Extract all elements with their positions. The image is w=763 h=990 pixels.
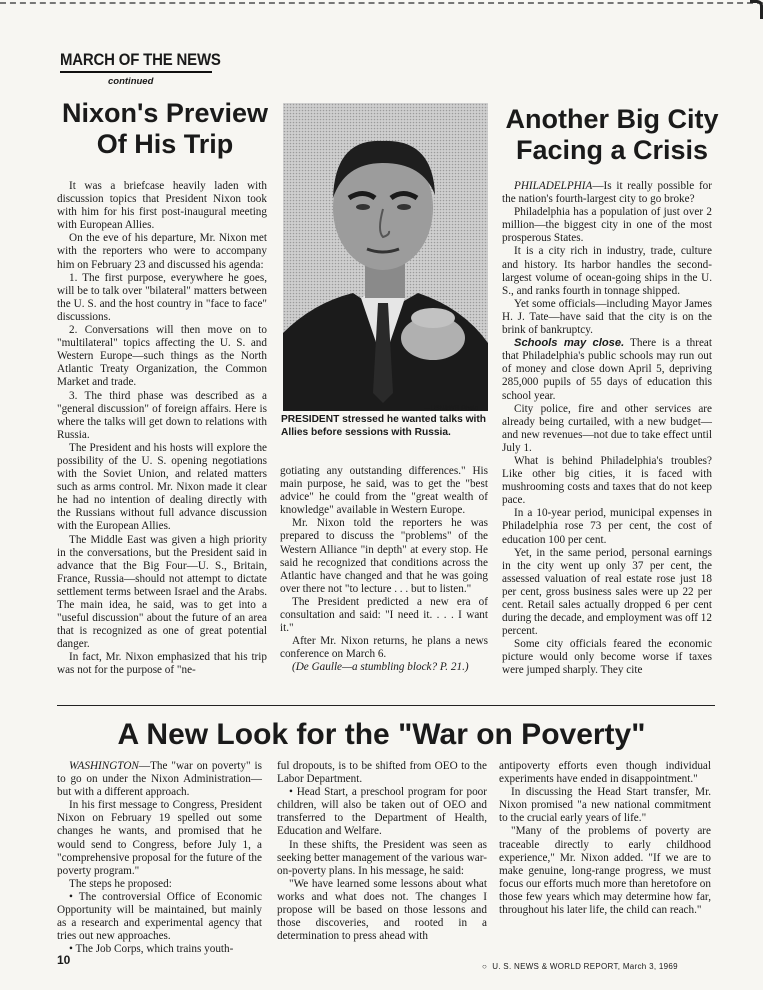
magazine-credit: U. S. NEWS & WORLD REPORT, March 3, 1969 — [492, 962, 678, 971]
nixon-photo — [283, 103, 488, 411]
section-rule — [60, 71, 212, 73]
paragraph: gotiating any outstanding differences." His main purpose, he said, was to get the "best advice" he could from the "great wealth of knowledge" available in Western Europe. — [280, 465, 488, 517]
section-continued: continued — [108, 76, 154, 87]
headline-big-city-crisis: Another Big City Facing a Crisis — [505, 104, 719, 166]
subhead-paragraph — [502, 337, 712, 402]
paragraph: After Mr. Nixon returns, he plans a news conference on March 6. — [280, 635, 488, 661]
photo-credit: —USN&WR Photo — [424, 405, 479, 412]
lead-paragraph — [57, 760, 262, 799]
paragraph: The steps he proposed: — [69, 877, 172, 890]
paragraph: What is behind Philadelphia's troubles? Like other big cities, it is faced with mushrooming costs and taxes that do not keep pace. — [502, 454, 712, 507]
paragraph: It was a briefcase heavily laden with discussion topics that President Nixon took with him for his first post-inaugural meeting with European Allies. — [57, 180, 267, 232]
paragraph: 3. The third phase was described as a "general discussion" of foreign affairs. Here is where the talks will get down to relations with Russia. — [57, 389, 267, 441]
paragraph: • The Job Corps, which trains youth- — [69, 943, 234, 956]
headline-nixon-preview: Nixon's Preview Of His Trip — [61, 98, 268, 160]
paragraph: antipoverty efforts even though individual experiments have ended in disappointment." — [499, 760, 711, 786]
paragraph: Some city officials feared the economic picture would only become worse if taxes were jumped sharply. They cite — [502, 638, 712, 677]
dateline: WASHINGTON — [69, 760, 139, 772]
article2-column — [502, 180, 712, 678]
paragraph: 2. Conversations will then move on to "multilateral" topics affecting the U. S. and Western Europe—such things as the North Atlantic Treaty Organization, the Common Market and trade. — [57, 324, 267, 389]
paragraph: In his first message to Congress, President Nixon on February 19 spelled out some changes he wants, and promised that he would send to Congress, before July 1, a "comprehensive proposal for the future of the poverty program." — [57, 799, 262, 877]
paragraph-text: —Is it really possible for the nation's fourth-largest city to go broke? — [502, 180, 712, 206]
paragraph: In discussing the Head Start transfer, Mr. Nixon promised "a new national commitment to the crucial early years of life." — [499, 786, 711, 825]
article3-column1 — [57, 760, 262, 956]
article3-column2 — [277, 760, 487, 943]
paragraph: Yet, in the same period, personal earnings in the city went up only 37 per cent, the assessed valuation of real estate rose just 18 per cent, gross business sales were up 22 per cent. Retail sales actually dropped 6 per cent during the decade, and employment was off 12 percent. — [502, 546, 712, 638]
paragraph: Yet some officials—including Mayor James H. J. Tate—have said that the city is on the brink of bankruptcy. — [502, 297, 712, 337]
paragraph: • The controversial Office of Economic Opportunity will be maintained, but mainly as a research and experimental agency that tries out new approaches. — [57, 890, 262, 943]
paragraph: 1. The first purpose, everywhere he goes, will be to talk over "bilateral" matters between the U. S. and the host country in "face to face" discussions. — [57, 271, 267, 323]
top-rule — [0, 2, 763, 4]
page-corner — [750, 0, 763, 19]
paragraph: Philadelphia has a population of just over 2 million—the biggest city in one of the most prosperous States. — [502, 206, 712, 245]
lead-paragraph — [502, 180, 712, 206]
cross-reference: (De Gaulle—a stumbling block? P. 21.) — [292, 661, 469, 674]
paragraph: The President predicted a new era of consultation and said: "I need it. . . . I want it." — [280, 595, 488, 635]
paragraph: • Head Start, a preschool program for poor children, will also be taken out of OEO and transferred to the Department of Health, Education and Welfare. — [277, 786, 487, 838]
bullet-icon: ○ — [482, 962, 493, 971]
paragraph: City police, fire and other services are already being curtailed, with a new budget—and new revenues—not due to take effect until July 1. — [502, 402, 712, 454]
magazine-footer — [482, 962, 678, 971]
paragraph: "We have learned some lessons about what works and what does not. The changes I propose will be based on those lessons and those discoveries, and rooted in a determination to press ahead with — [277, 877, 487, 943]
headline-war-on-poverty: A New Look for the "War on Poverty" — [117, 718, 646, 751]
section-divider — [57, 705, 715, 706]
section-label: MARCH OF THE NEWS — [60, 50, 221, 69]
paragraph: It is a city rich in industry, trade, culture and history. Its harbor handles the second-largest volume of ocean-going ships in the U. S., and ranks fourth in tonnage shipped. — [502, 245, 712, 297]
paragraph: In a 10-year period, municipal expenses in Philadelphia rose 73 per cent, the cost of education 100 per cent. — [502, 507, 712, 546]
subhead: Schools may close. — [514, 337, 625, 350]
article1-column2 — [280, 465, 488, 675]
dateline: PHILADELPHIA — [514, 180, 593, 192]
paragraph: The Middle East was given a high priority in the conversations, but the President said in advance that the Big Four—U. S., Britain, France, Russia—should not attempt to dictate settlement terms between Israel and the Arabs. The main idea, he said, was to get into a "useful discussion" about the future of an area that is recognized as one of great potential danger. — [57, 533, 267, 651]
paragraph: In fact, Mr. Nixon emphasized that his trip was not for the purpose of "ne- — [57, 651, 267, 677]
photo-caption: PRESIDENT stressed he wanted talks with Allies before sessions with Russia. — [281, 414, 486, 438]
paragraph: On the eve of his departure, Mr. Nixon met with the reporters who were to accompany him on February 23 and discussed his agenda: — [57, 232, 267, 271]
page-number: 10 — [57, 953, 71, 967]
paragraph: In these shifts, the President was seen as seeking better management of the various war-on-poverty plans. In his message, he said: — [277, 838, 487, 877]
paragraph-text: There is a threat that Philadelphia's public schools may run out of money and close down April 5, depriving 285,000 pupils of 55 days of education this school year. — [502, 337, 712, 402]
paragraph: "Many of the problems of poverty are traceable directly to early childhood experience," Mr. Nixon added. "If we are to make genuine, long-range progress, we must focus our efforts much more than heretofore on those few years which may determine how far, throughout his later life, the child can reach." — [499, 825, 711, 917]
paragraph-text: —The "war on poverty" is to go on under the Nixon Administration—but with a different approach. — [57, 760, 262, 799]
paragraph: The President and his hosts will explore the possibility of the U. S. opening negotiations with the Soviet Union, and related matters such as arms control. Mr. Nixon made it clear he had no intention of dealing directly with the Russians without full advance discussion with the European Allies. — [57, 441, 267, 533]
paragraph: Mr. Nixon told the reporters he was prepared to discuss the "problems" of the Western Alliance "in depth" at every stop. He said he recognized that conditions across the Atlantic have changed and that he was going over there not "to lecture . . . but to listen." — [280, 517, 488, 595]
article1-column1 — [57, 180, 267, 678]
paragraph: ful dropouts, is to be shifted from OEO to the Labor Department. — [277, 760, 487, 786]
article3-column3 — [499, 760, 711, 917]
